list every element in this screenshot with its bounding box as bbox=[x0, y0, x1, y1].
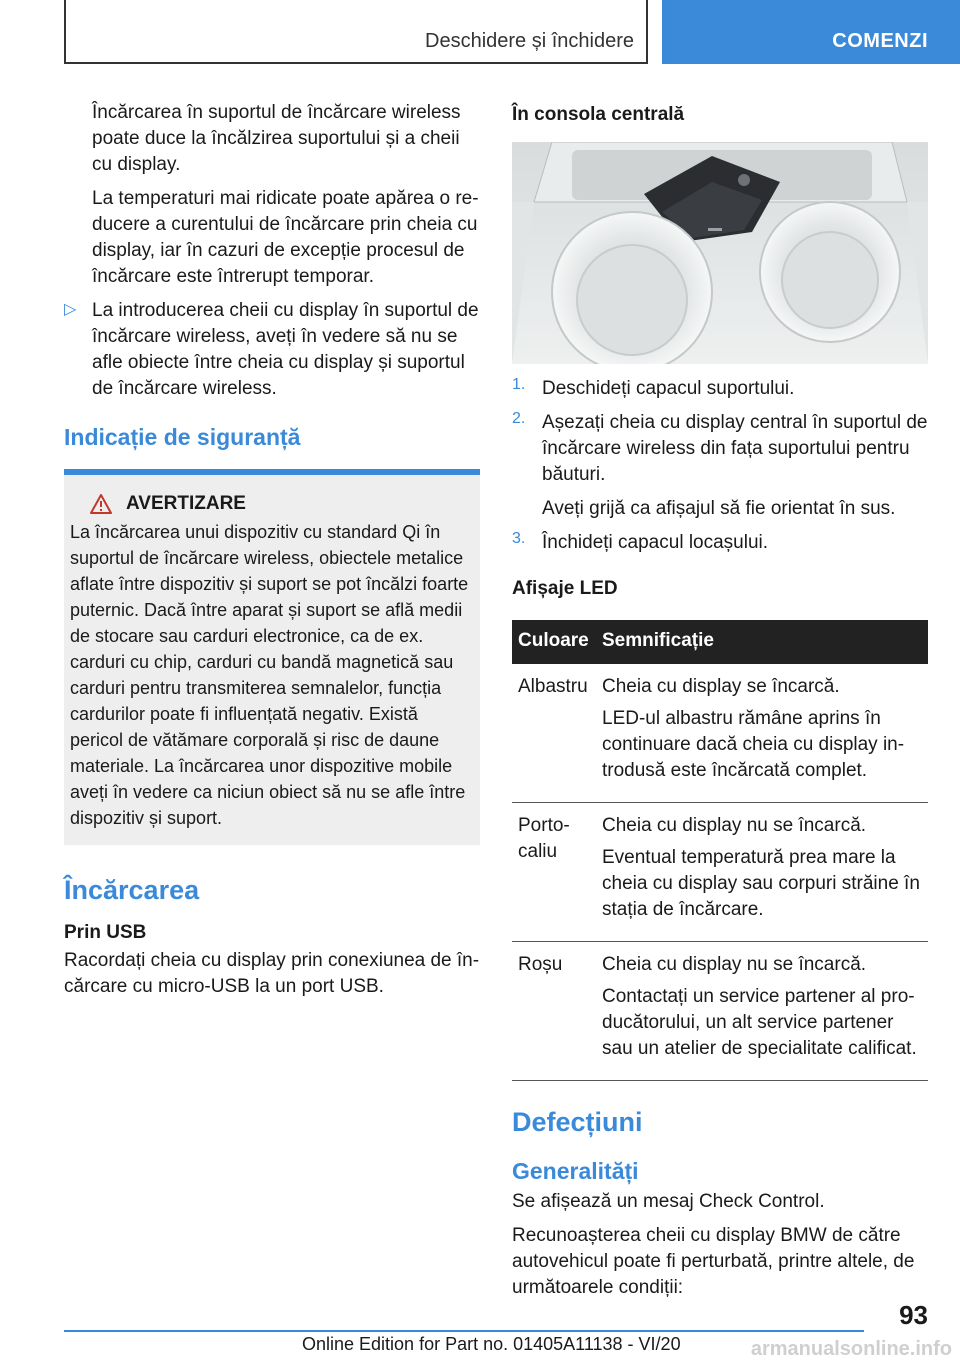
bullet-text: La introducerea cheii cu display în suportul de încărcare wireless, aveți în vedere să nu se afle obiecte între cheia cu display și suportul de încărcare wireless. bbox=[92, 300, 479, 399]
table-row bbox=[512, 803, 928, 942]
step-item bbox=[512, 376, 928, 402]
led-heading: Afișaje LED bbox=[512, 578, 618, 599]
center-console-photo bbox=[512, 142, 928, 364]
triangle-bullet-icon: ▷ bbox=[64, 301, 77, 318]
warning-title: AVERTIZARE bbox=[126, 493, 246, 514]
step-item bbox=[512, 410, 928, 488]
header-section-box bbox=[64, 0, 648, 64]
header-chapter-tab bbox=[662, 0, 960, 64]
steps-list bbox=[512, 376, 928, 556]
step-text: Aveți grijă ca afișajul să fie orientat în sus. bbox=[542, 498, 896, 519]
intro-paragraph-1: Încărcarea în suportul de încărcare wireless poate duce la încălzirea suportului și a cheii cu display. bbox=[92, 102, 461, 175]
safety-heading: Indicație de siguranță bbox=[64, 424, 301, 450]
step-text: Așezați cheia cu display central în suportul de încărcare wireless din fața suportului pentru băuturi. bbox=[542, 412, 928, 485]
led-meaning-line: Eventual temperatură prea mare la cheia cu display sau corpuri străine în stația de încărcare. bbox=[602, 847, 920, 920]
usb-heading: Prin USB bbox=[64, 922, 147, 943]
led-meaning-line: LED-ul albastru rămâne aprins în continuare dacă cheia cu display introdusă este încărcată complet. bbox=[602, 708, 905, 781]
step-text: Închideți capacul locașului. bbox=[542, 532, 769, 553]
led-meaning-line: Contactați un service partener al producătorului, un alt service partener sau un atelier de specialitate calificat. bbox=[602, 986, 917, 1059]
general-heading: Generalități bbox=[512, 1158, 639, 1184]
header-section-title: Deschidere și închidere bbox=[425, 30, 634, 52]
header-chapter-title: COMENZI bbox=[832, 30, 928, 52]
table-header-color: Culoare bbox=[512, 620, 596, 664]
console-heading: În consola centrală bbox=[512, 104, 685, 125]
table-header-meaning: Semnificație bbox=[596, 620, 928, 664]
led-color-cell: Albastru bbox=[512, 664, 596, 803]
step-number: 2. bbox=[512, 410, 526, 427]
footer-divider bbox=[64, 1330, 864, 1332]
led-meaning-line: Cheia cu display nu se încarcă. bbox=[602, 815, 867, 836]
warning-triangle-icon bbox=[90, 494, 112, 514]
bullet-item bbox=[64, 298, 480, 402]
general-paragraph-1: Se afișează un mesaj Check Control. bbox=[512, 1191, 825, 1212]
general-paragraph-2: Recunoașterea cheii cu display BMW de către autovehicul poate fi perturbată, printre altele, de următoarele condiții: bbox=[512, 1225, 915, 1298]
led-color-cell: Portocaliu bbox=[512, 803, 596, 942]
intro-paragraph-2: La temperaturi mai ridicate poate apărea o reducere a curentului de încărcare prin cheia cu display, iar în cazuri de excepție procesul de încărcare este întrerupt temporar. bbox=[92, 188, 479, 287]
faults-heading: Defecțiuni bbox=[512, 1107, 643, 1137]
led-meaning-cell bbox=[596, 664, 928, 803]
watermark: armanualsonline.info bbox=[750, 1338, 952, 1360]
right-column bbox=[512, 100, 928, 1301]
step-number: 3. bbox=[512, 530, 526, 547]
led-meaning-cell bbox=[596, 942, 928, 1081]
edition-text: Online Edition for Part no. 01405A11138 - VI/20 bbox=[302, 1334, 681, 1354]
table-row bbox=[512, 664, 928, 803]
warning-title-row bbox=[70, 493, 470, 515]
led-table bbox=[512, 620, 928, 1081]
page-number: 93 bbox=[899, 1300, 928, 1330]
step-text: Deschideți capacul suportului. bbox=[542, 378, 795, 399]
table-body bbox=[512, 664, 928, 1081]
step-number: 1. bbox=[512, 376, 526, 393]
left-column bbox=[64, 100, 480, 1000]
warning-text: La încărcarea unui dispozitiv cu standard Qi în suportul de încărcare wireless, obiectele metalice aflate între dispozitiv și suport se pot încălzi foarte puternic. Dacă între aparat și suport se află medii de stocare sau carduri electronice, ca de ex. carduri cu chip, carduri cu bandă magnetică sau carduri pentru transmiterea semnalelor, funcția cardurilor poate fi influențată negativ. Există pericol de vătămare corporală și risc de daune materiale. La încărcarea unor dispozitive mobile aveți în vedere ca niciun obiect să nu se afle între dispozitiv și suport. bbox=[70, 522, 469, 828]
table-row bbox=[512, 942, 928, 1081]
led-meaning-line: Cheia cu display se încarcă. bbox=[602, 676, 840, 697]
step-item bbox=[512, 496, 928, 522]
led-color-cell: Roșu bbox=[512, 942, 596, 1081]
led-meaning-line: Cheia cu display nu se încarcă. bbox=[602, 954, 867, 975]
charging-heading: Încărcarea bbox=[64, 875, 200, 905]
table-header-row bbox=[512, 620, 928, 664]
led-meaning-cell bbox=[596, 803, 928, 942]
step-item bbox=[512, 530, 928, 556]
usb-text: Racordați cheia cu display prin conexiunea de încărcare cu micro-USB la un port USB. bbox=[64, 950, 480, 997]
warning-box bbox=[64, 469, 480, 845]
